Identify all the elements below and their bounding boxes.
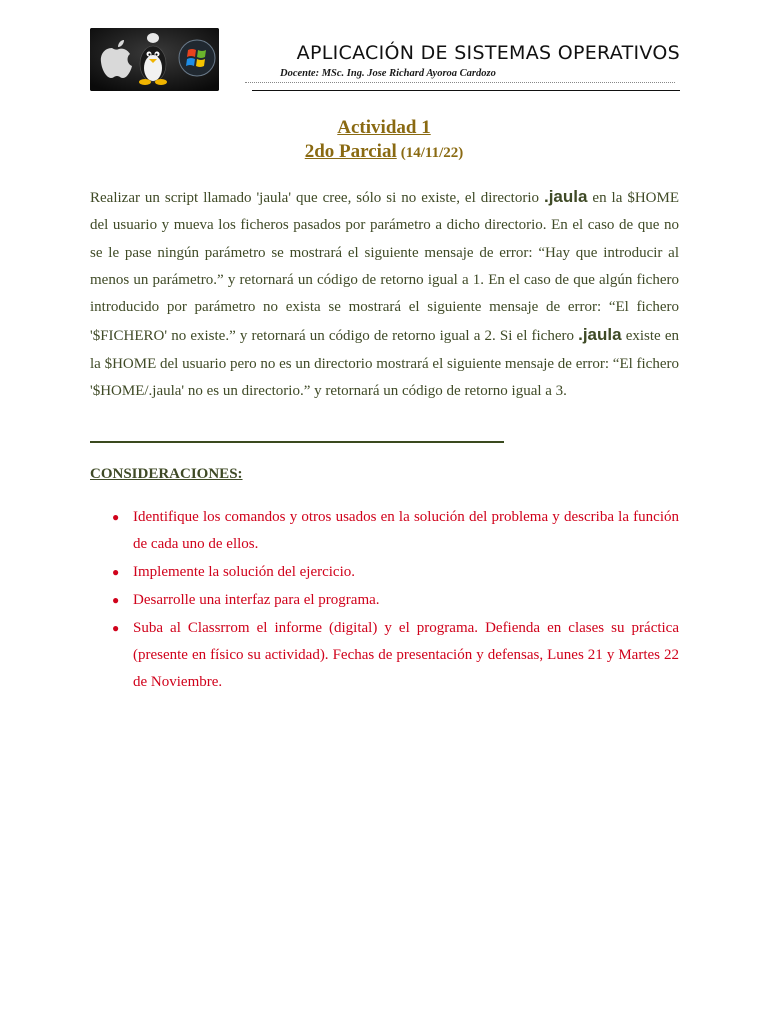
list-item-text: Identifique los comandos y otros usados en la solución del problema y describa la función de cada uno de ellos.: [133, 509, 679, 552]
consideraciones-list: [90, 504, 679, 697]
docente-name: MSc. Ing. Jose Richard Ayoroa Cardozo: [321, 68, 496, 79]
section-divider: [90, 441, 504, 443]
bullet-icon: ●: [112, 565, 120, 579]
docente-label: Docente:: [280, 68, 320, 79]
header-title: APLICACIÓN DE SISTEMAS OPERATIVOS: [296, 42, 680, 64]
activity-subtitle: 2do Parcial: [304, 141, 397, 162]
activity-title: Actividad 1: [337, 117, 431, 138]
windows-logo-icon: [179, 40, 215, 76]
list-item-text: Implemente la solución del ejercicio.: [133, 564, 355, 580]
activity-date: (14/11/22): [400, 145, 464, 161]
header-rule: [252, 90, 680, 91]
bullet-icon: ●: [112, 510, 120, 524]
description-part-1: Realizar un script llamado 'jaula' que cree, sólo si no existe, el directorio: [90, 190, 544, 206]
description-part-2: en la $HOME del usuario y mueva los ficheros pasados por parámetro a dicho directorio. En el caso de que no se le pase ningún parámetro se mostrará el siguiente mensaje de error: “Hay que introducir al menos un parámetro.” y retornará un código de retorno igual a 1. En el caso de que algún fichero introducido por parámetro no exista se mostrará el siguiente mensaje de error: “El fichero '$FICHERO' no existe.” y retornará un código de retorno igual a 2. Si el fichero: [90, 190, 679, 345]
header-docente: [280, 68, 496, 79]
consideraciones-heading: CONSIDERACIONES:: [90, 466, 243, 482]
list-item: [90, 615, 679, 696]
bullet-icon: ●: [112, 593, 120, 607]
list-item: [90, 587, 679, 614]
list-item-text: Desarrolle una interfaz para el programa.: [133, 592, 380, 608]
jaula-highlight-2: .jaula: [578, 325, 622, 345]
bullet-icon: ●: [112, 621, 120, 635]
list-item: [90, 504, 679, 558]
jaula-highlight-1: .jaula: [543, 187, 588, 206]
list-item: [90, 559, 679, 586]
assignment-description: [90, 183, 679, 405]
list-item-text: Suba al Classrrom el informe (digital) y el programa. Defienda en clases su práctica (presente en físico su actividad). Fechas de presentación y defensas, Lunes 21 y Martes 22 de Noviembre.: [133, 620, 679, 690]
os-logos-image: [90, 28, 219, 91]
header-dotted-line: [245, 82, 675, 83]
activity-subtitle-line: [0, 141, 768, 163]
description-part-3: existe en la $HOME del usuario pero no es un directorio mostrará el siguiente mensaje de error: “El fichero '$HOME/.jaula' no es un directorio.” y retornará un código de retorno igual a 3.: [90, 328, 679, 400]
